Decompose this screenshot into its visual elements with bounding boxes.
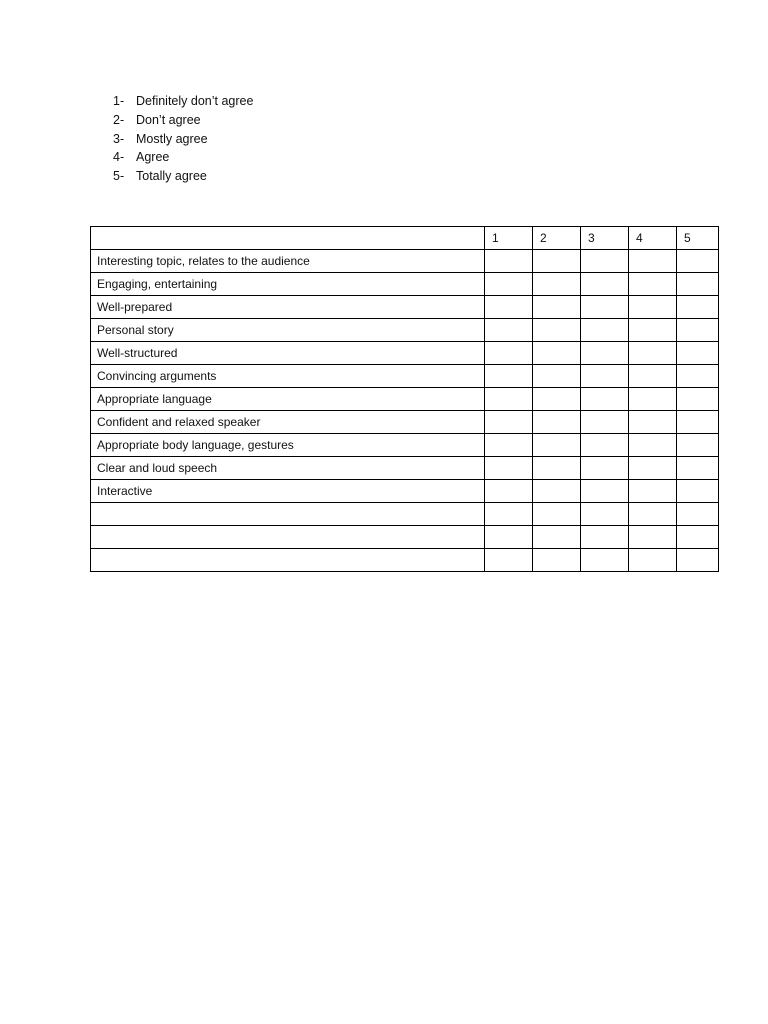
rating-cell-5[interactable] xyxy=(677,296,719,319)
rating-cell-4[interactable] xyxy=(629,526,677,549)
score-header-1: 1 xyxy=(485,227,533,250)
criterion-label: Well-prepared xyxy=(91,296,485,319)
rating-cell-1[interactable] xyxy=(485,250,533,273)
table-row xyxy=(91,503,719,526)
rating-cell-3[interactable] xyxy=(581,342,629,365)
rating-cell-5[interactable] xyxy=(677,365,719,388)
criterion-label: Clear and loud speech xyxy=(91,457,485,480)
rating-cell-4[interactable] xyxy=(629,342,677,365)
rating-cell-4[interactable] xyxy=(629,296,677,319)
rating-cell-2[interactable] xyxy=(533,319,581,342)
rating-cell-4[interactable] xyxy=(629,503,677,526)
rating-cell-1[interactable] xyxy=(485,549,533,572)
rating-cell-4[interactable] xyxy=(629,480,677,503)
table-row xyxy=(91,365,719,388)
evaluation-table xyxy=(90,226,719,572)
rating-cell-1[interactable] xyxy=(485,503,533,526)
rating-cell-3[interactable] xyxy=(581,296,629,319)
rating-cell-5[interactable] xyxy=(677,457,719,480)
rating-cell-2[interactable] xyxy=(533,411,581,434)
rating-cell-5[interactable] xyxy=(677,503,719,526)
table-row xyxy=(91,411,719,434)
scale-item-label: Totally agree xyxy=(136,169,207,184)
evaluation-table-body xyxy=(91,227,719,572)
rating-cell-1[interactable] xyxy=(485,457,533,480)
table-row xyxy=(91,342,719,365)
rating-cell-4[interactable] xyxy=(629,549,677,572)
rating-cell-3[interactable] xyxy=(581,388,629,411)
rating-cell-3[interactable] xyxy=(581,526,629,549)
criterion-label: Well-structured xyxy=(91,342,485,365)
rating-cell-5[interactable] xyxy=(677,434,719,457)
rating-cell-5[interactable] xyxy=(677,250,719,273)
criterion-label xyxy=(91,526,485,549)
rating-cell-4[interactable] xyxy=(629,434,677,457)
rating-cell-3[interactable] xyxy=(581,273,629,296)
rating-cell-4[interactable] xyxy=(629,457,677,480)
scale-item xyxy=(113,167,253,186)
rating-cell-2[interactable] xyxy=(533,480,581,503)
rating-cell-5[interactable] xyxy=(677,411,719,434)
criterion-label: Appropriate language xyxy=(91,388,485,411)
score-header-4: 4 xyxy=(629,227,677,250)
table-header-row xyxy=(91,227,719,250)
rating-cell-5[interactable] xyxy=(677,388,719,411)
rating-cell-5[interactable] xyxy=(677,480,719,503)
scale-item xyxy=(113,92,253,111)
table-row xyxy=(91,273,719,296)
rating-cell-3[interactable] xyxy=(581,480,629,503)
scale-item-number: 5- xyxy=(113,169,125,184)
rating-cell-4[interactable] xyxy=(629,388,677,411)
rating-cell-1[interactable] xyxy=(485,411,533,434)
criterion-label: Interesting topic, relates to the audience xyxy=(91,250,485,273)
rating-cell-4[interactable] xyxy=(629,273,677,296)
rating-cell-1[interactable] xyxy=(485,296,533,319)
rating-cell-2[interactable] xyxy=(533,250,581,273)
table-row xyxy=(91,457,719,480)
rating-cell-1[interactable] xyxy=(485,319,533,342)
table-row xyxy=(91,250,719,273)
rating-cell-4[interactable] xyxy=(629,411,677,434)
rating-cell-3[interactable] xyxy=(581,457,629,480)
scale-item-label: Don’t agree xyxy=(136,112,201,127)
rating-cell-1[interactable] xyxy=(485,365,533,388)
criterion-label: Personal story xyxy=(91,319,485,342)
scale-item xyxy=(113,111,253,130)
rating-cell-2[interactable] xyxy=(533,526,581,549)
criterion-label xyxy=(91,503,485,526)
rating-cell-1[interactable] xyxy=(485,480,533,503)
rating-cell-3[interactable] xyxy=(581,411,629,434)
criterion-label: Interactive xyxy=(91,480,485,503)
scale-item-number: 4- xyxy=(113,150,125,165)
table-row xyxy=(91,296,719,319)
scale-item-number: 3- xyxy=(113,131,125,146)
table-row xyxy=(91,388,719,411)
rating-cell-3[interactable] xyxy=(581,365,629,388)
rating-cell-5[interactable] xyxy=(677,549,719,572)
criterion-label: Engaging, entertaining xyxy=(91,273,485,296)
rating-cell-2[interactable] xyxy=(533,549,581,572)
rating-cell-2[interactable] xyxy=(533,457,581,480)
table-row xyxy=(91,526,719,549)
criterion-label: Convincing arguments xyxy=(91,365,485,388)
rating-cell-1[interactable] xyxy=(485,273,533,296)
criterion-label xyxy=(91,549,485,572)
rating-cell-4[interactable] xyxy=(629,319,677,342)
score-header-3: 3 xyxy=(581,227,629,250)
score-header-2: 2 xyxy=(533,227,581,250)
rating-cell-2[interactable] xyxy=(533,365,581,388)
scale-item-number: 2- xyxy=(113,112,125,127)
rating-cell-3[interactable] xyxy=(581,434,629,457)
rating-cell-3[interactable] xyxy=(581,319,629,342)
table-row xyxy=(91,480,719,503)
rating-cell-1[interactable] xyxy=(485,342,533,365)
rating-cell-4[interactable] xyxy=(629,250,677,273)
table-row xyxy=(91,434,719,457)
rating-cell-5[interactable] xyxy=(677,342,719,365)
rating-cell-1[interactable] xyxy=(485,434,533,457)
rating-cell-2[interactable] xyxy=(533,388,581,411)
rating-cell-2[interactable] xyxy=(533,434,581,457)
criteria-header-cell xyxy=(91,227,485,250)
scale-item xyxy=(113,148,253,167)
rating-cell-3[interactable] xyxy=(581,549,629,572)
rating-cell-5[interactable] xyxy=(677,526,719,549)
rating-cell-5[interactable] xyxy=(677,273,719,296)
table-row xyxy=(91,319,719,342)
rating-cell-3[interactable] xyxy=(581,250,629,273)
rating-cell-1[interactable] xyxy=(485,388,533,411)
rating-cell-2[interactable] xyxy=(533,503,581,526)
rating-cell-2[interactable] xyxy=(533,342,581,365)
score-header-5: 5 xyxy=(677,227,719,250)
criterion-label: Confident and relaxed speaker xyxy=(91,411,485,434)
scale-item-label: Agree xyxy=(136,150,170,165)
rating-cell-1[interactable] xyxy=(485,526,533,549)
table-row xyxy=(91,549,719,572)
criterion-label: Appropriate body language, gestures xyxy=(91,434,485,457)
rating-scale-legend xyxy=(113,92,253,186)
rating-cell-2[interactable] xyxy=(533,273,581,296)
rating-cell-3[interactable] xyxy=(581,503,629,526)
scale-item-label: Mostly agree xyxy=(136,131,208,146)
scale-item-label: Definitely don’t agree xyxy=(136,94,254,108)
scale-item xyxy=(113,130,253,149)
rating-cell-5[interactable] xyxy=(677,319,719,342)
rating-cell-2[interactable] xyxy=(533,296,581,319)
rating-cell-4[interactable] xyxy=(629,365,677,388)
scale-item-number: 1- xyxy=(113,94,125,108)
